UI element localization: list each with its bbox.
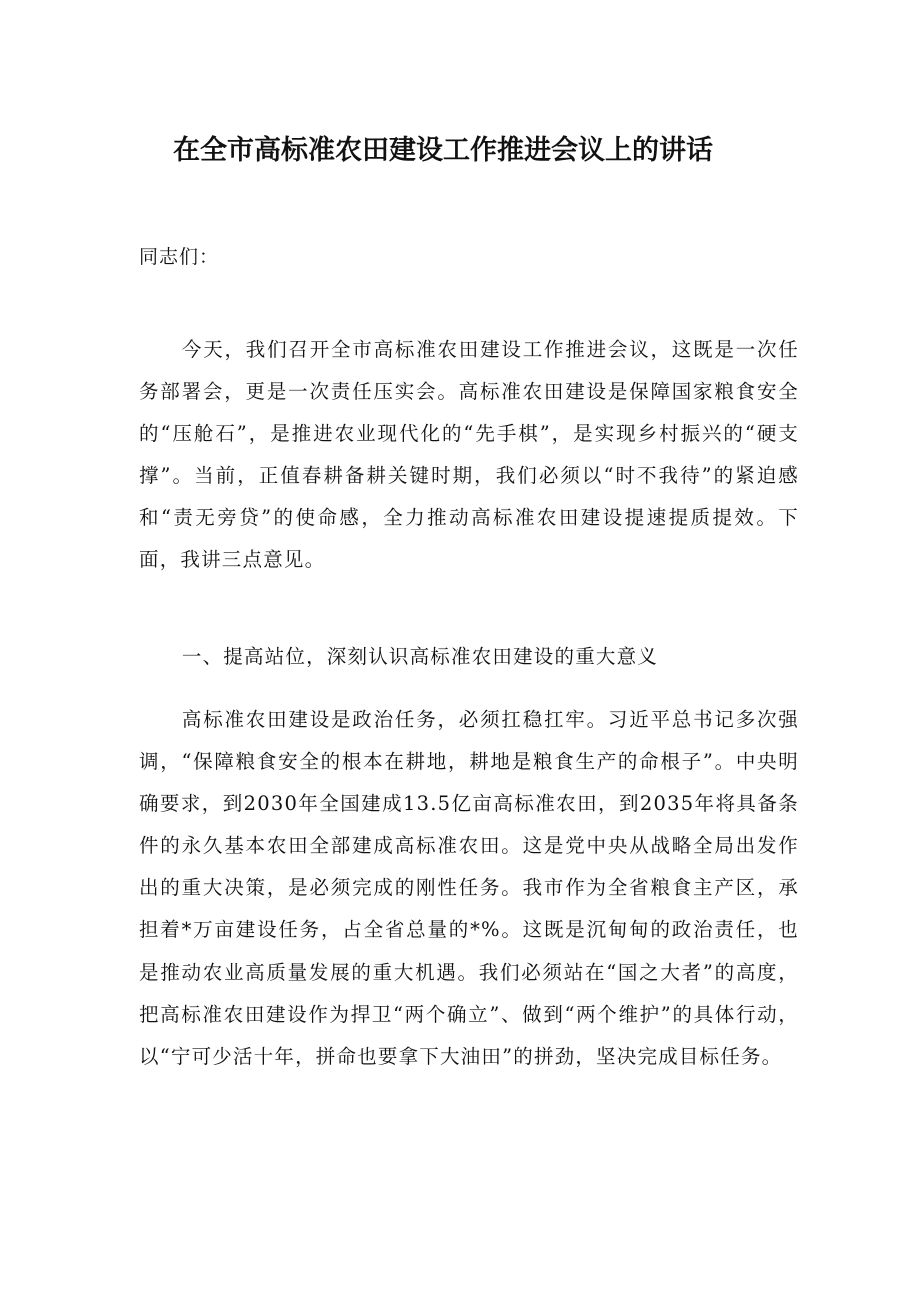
document-title: 在全市高标准农田建设工作推进会议上的讲话 [173, 135, 713, 166]
salutation: 同志们： [139, 246, 220, 268]
paragraph-body: 高标准农田建设是政治任务，必须扛稳扛牢。习近平总书记多次强调，“保障粮食安全的根本在耕地，耕地是粮食生产的命根子”。中央明确要求，到2030年全国建成13.5亿亩高标准农田，到2035年将具备条件的永久基本农田全部建成高标准农田。这是党中央从战略全局出发作出的重大决策，是必须完成的刚性任务。我市作为全省粮食主产区，承担着*万亩建设任务，占全省总量的*%。这既是沉甸甸的政治责任，也是推动农业高质量发展的重大机遇。我们必须站在“国之大者”的高度，把高标准农田建设作为捍卫“两个确立”、做到“两个维护”的具体行动，以“宁可少活十年，拼命也要拿下大油田”的拼劲，坚决完成目标任务。 [139, 708, 799, 1068]
paragraph-intro: 今天，我们召开全市高标准农田建设工作推进会议，这既是一次任务部署会，更是一次责任压实会。高标准农田建设是保障国家粮食安全的“压舱石”，是推进农业现代化的“先手棋”，是实现乡村振兴的“硬支撑”。当前，正值春耕备耕关键时期，我们必须以“时不我待”的紧迫感和“责无旁贷”的使命感，全力推动高标准农田建设提速提质提效。下面，我讲三点意见。 [139, 338, 799, 572]
section-heading-1: 一、提高站位，深刻认识高标准农田建设的重大意义 [181, 645, 658, 668]
